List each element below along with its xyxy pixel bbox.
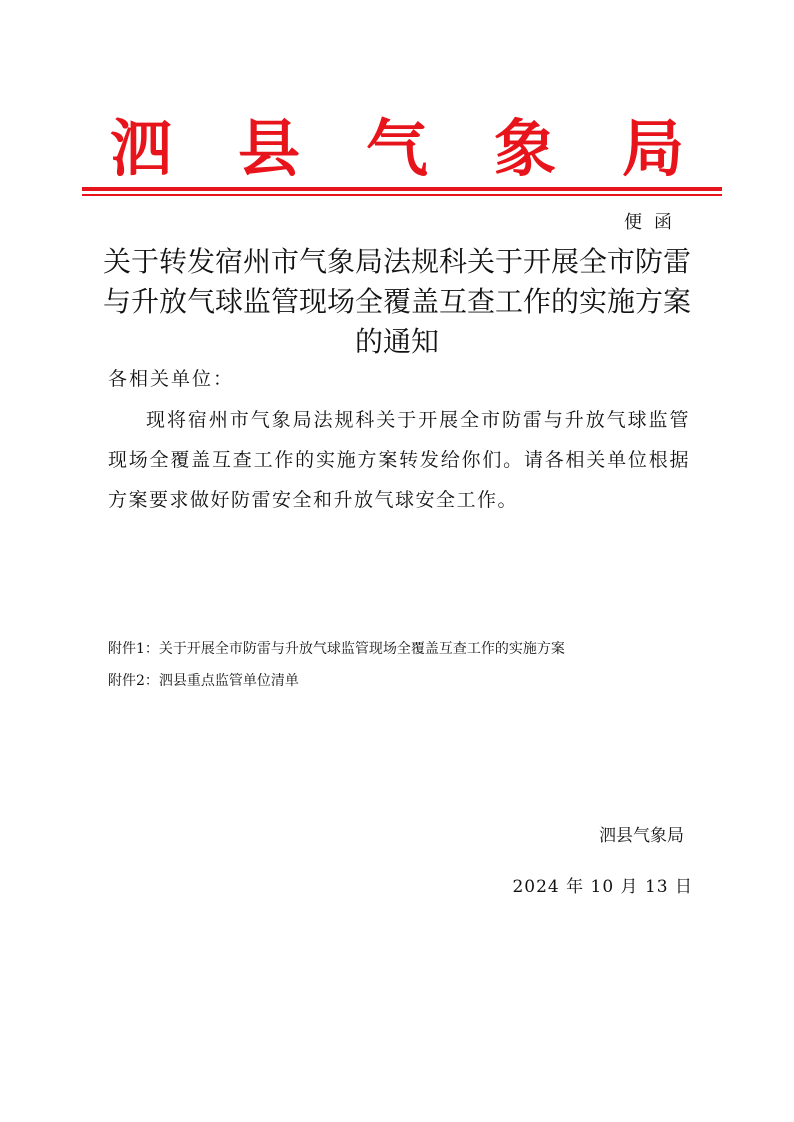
signature-date: 2024 年 10 月 13 日 (512, 877, 693, 897)
salutation: 各相关单位： (108, 368, 235, 390)
header-char: 气 (365, 112, 428, 185)
issuing-org-header (110, 108, 684, 190)
attachment-item: 附件2：泗县重点监管单位清单 (108, 673, 299, 689)
attachment-item: 附件1：关于开展全市防雷与升放气球监管现场全覆盖互查工作的实施方案 (108, 641, 565, 657)
header-char: 县 (237, 112, 300, 185)
header-char: 局 (621, 112, 684, 185)
red-rule-thin (82, 194, 722, 196)
header-char: 象 (493, 112, 556, 185)
signature-org: 泗县气象局 (599, 826, 684, 846)
attachments-list (108, 633, 565, 697)
body-paragraph: 现将宿州市气象局法规科关于开展全市防雷与升放气球监管现场全覆盖互查工作的实施方案转发给你们。请各相关单位根据方案要求做好防雷安全和升放气球安全工作。 (108, 409, 690, 511)
header-char: 泗 (110, 112, 173, 185)
document-title: 关于转发宿州市气象局法规科关于开展全市防雷与升放气球监管现场全覆盖互查工作的实施方案的通知 (102, 245, 691, 358)
red-rule-thick (82, 187, 722, 191)
document-type: 便函 (624, 212, 684, 233)
